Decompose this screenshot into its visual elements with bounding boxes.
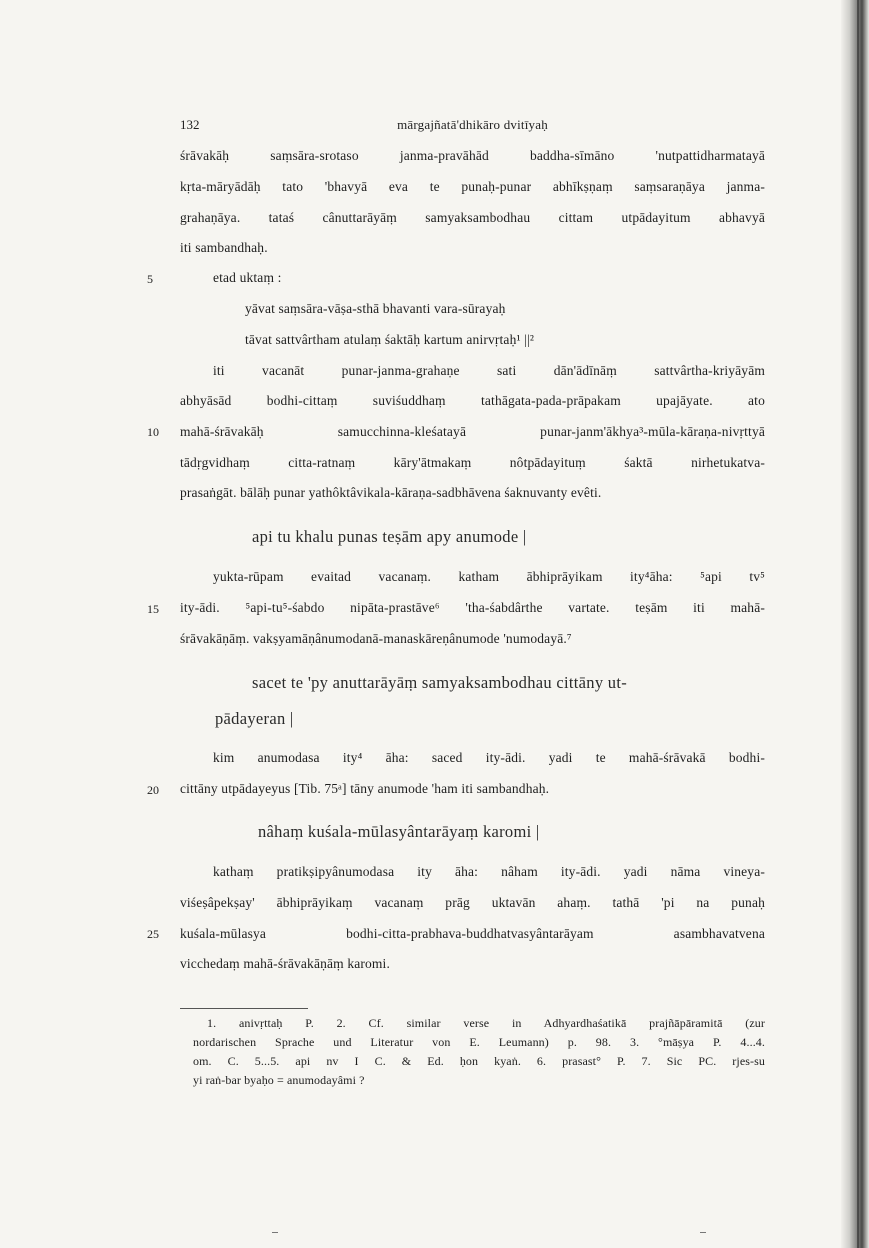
- text-line: yukta-rūpam evaitad vacanaṃ. katham ābhiprāyikam ity⁴āha: ⁵api tv⁵: [213, 569, 765, 584]
- text-line: cittāny utpādayeyus [Tib. 75ᵃ] tāny anumode 'ham iti sambandhaḥ.: [180, 781, 550, 796]
- text-line: kim anumodasa ity⁴ āha: saced ity-ādi. yadi te mahā-śrāvakā bodhi-: [213, 750, 765, 765]
- text-line: kuśala-mūlasya bodhi-citta-prabhava-buddhatvasyântarāyam asambhavatvena: [180, 926, 765, 941]
- text-line: kathaṃ pratikṣipyânumodasa ity āha: nâham ity-ādi. yadi nāma vineya-: [213, 864, 765, 879]
- footnote-line: nordarischen Sprache und Literatur von E. Leumann) p. 98. 3. °māṣya P. 4...4.: [193, 1035, 765, 1049]
- line-number: 20: [147, 783, 159, 797]
- footnote-line: om. C. 5...5. api nv I C. & Ed. ḥon kyaṅ. 6. prasast° P. 7. Sic PC. rjes-su: [193, 1054, 765, 1068]
- running-title: mārgajñatā'dhikāro dvitīyaḥ: [397, 117, 548, 132]
- binding-shadow-line: [857, 0, 859, 1248]
- text-line: śrāvakāḥ saṃsāra-srotaso janma-pravāhād baddha-sīmāno 'nutpattidharmatayā: [180, 148, 765, 163]
- scan-artifact: [700, 1232, 706, 1233]
- line-number: 15: [147, 602, 159, 616]
- text-line: tādṛgvidhaṃ citta-ratnaṃ kāry'ātmakaṃ nôtpādayituṃ śaktā nirhetukatva-: [180, 455, 765, 470]
- footnote-line: yi raṅ-bar byaḥo = anumodayâmi ?: [193, 1073, 365, 1087]
- line-number: 10: [147, 425, 159, 439]
- text-line: prasaṅgāt. bālāḥ punar yathôktâvikala-kāraṇa-sadbhāvena śaknuvanty evêti.: [180, 485, 602, 500]
- page-header: [180, 117, 765, 137]
- text-line: abhyāsād bodhi-cittaṃ suviśuddhaṃ tathāgata-pada-prāpakam upajāyate. ato: [180, 393, 765, 408]
- scan-artifact: [272, 1232, 278, 1233]
- text-line: iti vacanāt punar-janma-grahaṇe sati dān'ādīnāṃ sattvârtha-kriyāyām: [213, 363, 765, 378]
- quoted-verse-line: yāvat saṃsāra-vāṣa-sthā bhavanti vara-sūrayaḥ: [245, 301, 506, 316]
- page-number: 132: [180, 117, 200, 132]
- text-line: grahaṇāya. tataś cânuttarāyāṃ samyaksambodhau cittam utpādayitum abhavyā: [180, 210, 765, 225]
- footnote-rule: [180, 1008, 308, 1009]
- text-line: iti sambandhaḥ.: [180, 240, 268, 255]
- line-number: 25: [147, 927, 159, 941]
- line-number: 5: [147, 272, 153, 286]
- root-verse: pādayeran |: [215, 709, 294, 728]
- text-line: vicchedaṃ mahā-śrāvakāṇāṃ karomi.: [180, 956, 390, 971]
- text-line: kṛta-māryādāḥ tato 'bhavyā eva te punaḥ-punar abhīkṣṇaṃ saṃsaraṇāya janma-: [180, 179, 765, 194]
- text-line: ity-ādi. ⁵api-tu⁵-śabdo nipāta-prastāve⁶ 'tha-śabdârthe vartate. teṣām iti mahā-: [180, 600, 765, 615]
- footnote-line: 1. anivṛttaḥ P. 2. Cf. similar verse in Adhyardhaśatikā prajñāpāramitā (zur: [207, 1016, 765, 1030]
- text-line: śrāvakāṇāṃ. vakṣyamāṇânumodanā-manaskāreṇânumode 'numodayā.⁷: [180, 631, 572, 646]
- root-verse: sacet te 'py anuttarāyāṃ samyaksambodhau cittāny ut-: [252, 673, 628, 692]
- text-line: etad uktaṃ :: [213, 270, 282, 285]
- text-line: mahā-śrāvakāḥ samucchinna-kleśatayā punar-janm'ākhya³-mūla-kāraṇa-nivṛttyā: [180, 424, 765, 439]
- text-line: viśeṣâpekṣay' ābhiprāyikaṃ vacanaṃ prāg uktavān ahaṃ. tathā 'pi na punaḥ: [180, 895, 765, 910]
- root-verse: nâhaṃ kuśala-mūlasyântarāyaṃ karomi |: [258, 822, 540, 841]
- quoted-verse-line: tāvat sattvârtham atulaṃ śaktāḥ kartum anirvṛtaḥ¹ ||²: [245, 332, 535, 347]
- book-binding-edge: [841, 0, 869, 1248]
- root-verse: api tu khalu punas teṣām apy anumode |: [252, 527, 527, 546]
